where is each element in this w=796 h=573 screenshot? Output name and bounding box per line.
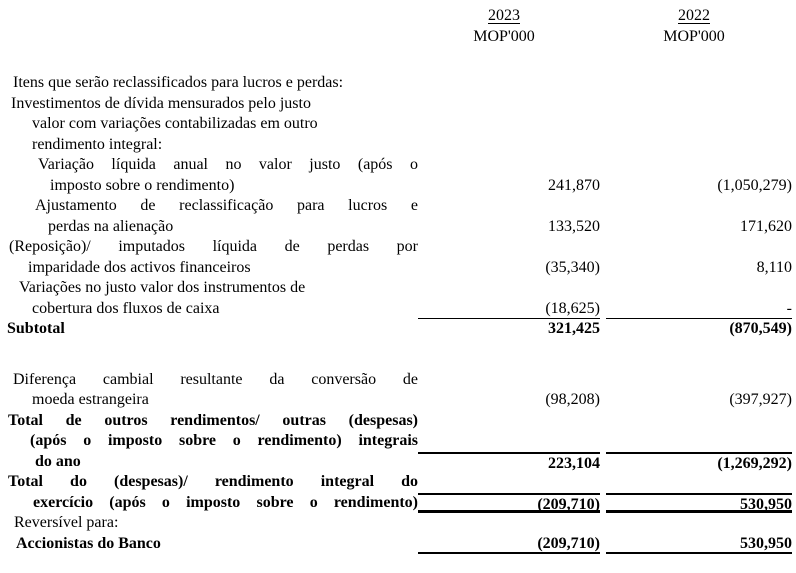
table-row (0, 94, 796, 115)
value-2023 (418, 94, 600, 115)
row-label: Variação líquida anual no valor justo (após o (38, 156, 418, 173)
row-label: Total de outros rendimentos/ outras (despesas) (8, 411, 418, 429)
row-label: Subtotal (7, 320, 65, 337)
table-row (0, 452, 796, 473)
row-label: (Reposição)/ imputados líquida de perdas por (9, 238, 418, 255)
value-2022 (606, 278, 792, 299)
table-row (0, 431, 796, 452)
table-row (0, 196, 796, 217)
row-label-cell (0, 217, 418, 238)
table-row (0, 258, 796, 279)
value-2023 (418, 237, 600, 258)
row-label-cell (0, 94, 418, 115)
value-2022 (606, 370, 792, 391)
row-label-cell (0, 237, 418, 258)
row-label-cell (0, 370, 418, 391)
value-2023 (418, 370, 600, 391)
row-label-cell (0, 114, 418, 135)
value-2022: (1,269,292) (606, 452, 792, 473)
table-row (0, 176, 796, 197)
row-label: Itens que serão reclassificados para lucros e perdas: (13, 74, 344, 91)
table-row (0, 319, 796, 340)
year-2023-header: 2023 (488, 7, 520, 24)
header-label-spacer (0, 6, 418, 27)
value-2023 (418, 114, 600, 135)
value-2022: (870,549) (729, 320, 792, 337)
row-label: Ajustamento de reclassificação para lucros e (35, 197, 418, 214)
value-2022 (606, 114, 792, 135)
value-2023 (418, 73, 600, 94)
row-label-cell (0, 196, 418, 217)
table-row (0, 493, 796, 514)
value-2022: (1,050,279) (717, 176, 792, 194)
column-headers-unit (0, 27, 796, 48)
value-2023: (98,208) (545, 391, 600, 408)
table-row (0, 299, 796, 320)
value-2022 (606, 237, 792, 258)
statement-table (0, 47, 796, 554)
row-label-cell (0, 431, 418, 452)
table-row (0, 114, 796, 135)
value-2022 (606, 94, 792, 115)
spacer (0, 340, 796, 370)
year-2023-header-cell (418, 6, 600, 27)
row-label-cell (0, 278, 418, 299)
row-label-cell (0, 135, 418, 156)
value-2022 (606, 73, 792, 94)
value-2022: (397,927) (729, 391, 792, 408)
value-2023 (418, 411, 600, 432)
row-label: perdas na alienação (48, 217, 174, 235)
value-2023: 223,104 (418, 452, 600, 473)
row-label: exercício (após o imposto sobre o rendimento) (33, 493, 418, 511)
table-row (0, 237, 796, 258)
row-label-cell (0, 534, 418, 555)
row-label: cobertura dos fluxos de caixa (32, 299, 220, 317)
value-2022: - (606, 299, 792, 320)
row-label-cell (0, 411, 418, 432)
value-2022 (606, 411, 792, 432)
value-2022: 530,950 (606, 534, 792, 555)
value-2023: 321,425 (548, 320, 600, 337)
row-label: Variações no justo valor dos instrumentos de (19, 279, 306, 296)
value-2023 (418, 155, 600, 176)
row-label: valor com variações contabilizadas em outro (32, 115, 318, 132)
table-row (0, 73, 796, 94)
row-label: Reversível para: (14, 514, 119, 531)
row-label-cell (0, 73, 418, 94)
unit-2023-header: MOP'000 (473, 27, 535, 45)
row-label-cell (0, 176, 418, 197)
value-2023: 133,520 (548, 217, 600, 235)
row-label-cell (0, 390, 418, 411)
table-row (0, 390, 796, 411)
value-2022 (606, 513, 792, 534)
row-label: Accionistas do Banco (16, 534, 161, 552)
spacer (0, 47, 796, 73)
value-2022: 530,950 (606, 493, 792, 514)
table-row (0, 135, 796, 156)
value-2022 (606, 155, 792, 176)
value-2023 (418, 135, 600, 156)
value-2023: 241,870 (548, 176, 600, 194)
value-2023: (35,340) (545, 258, 600, 276)
row-label-cell (0, 472, 418, 493)
row-label-cell (0, 513, 418, 534)
row-label: rendimento integral: (32, 135, 163, 153)
value-2023: (18,625) (418, 299, 600, 320)
value-2023 (418, 196, 600, 217)
row-label-cell (0, 299, 418, 320)
row-label: moeda estrangeira (32, 391, 149, 408)
table-row (0, 278, 796, 299)
row-label-cell (0, 258, 418, 279)
value-2022 (606, 472, 792, 493)
row-label: Total do (despesas)/ rendimento integral do (8, 473, 418, 490)
row-label-cell (0, 319, 418, 340)
year-2022-header-cell (606, 6, 792, 27)
row-label: imparidade dos activos financeiros (28, 258, 251, 276)
value-2023 (418, 278, 600, 299)
row-label-cell (0, 155, 418, 176)
table-row (0, 217, 796, 238)
table-row (0, 534, 796, 555)
value-2023: (209,710) (418, 534, 600, 555)
row-label-cell (0, 452, 418, 473)
table-row (0, 472, 796, 493)
row-label: imposto sobre o rendimento) (50, 176, 235, 194)
unit-2022-header: MOP'000 (663, 27, 725, 45)
table-row (0, 370, 796, 391)
year-2022-header: 2022 (678, 7, 710, 24)
header-label-spacer (0, 27, 418, 48)
value-2022 (606, 431, 792, 452)
value-2022: 171,620 (740, 217, 792, 235)
value-2022 (606, 196, 792, 217)
table-row (0, 411, 796, 432)
value-2022 (606, 135, 792, 156)
column-headers-year (0, 6, 796, 27)
row-label: Diferença cambial resultante da conversão de (13, 370, 418, 388)
table-row (0, 513, 796, 534)
value-2023 (418, 472, 600, 493)
value-2023: (209,710) (418, 493, 600, 514)
value-2022: 8,110 (756, 258, 792, 276)
row-label: (após o imposto sobre o rendimento) integrais (30, 432, 418, 449)
row-label: do ano (35, 452, 81, 470)
table-row (0, 155, 796, 176)
value-2023 (418, 513, 600, 534)
row-label: Investimentos de dívida mensurados pelo justo (11, 94, 311, 112)
row-label-cell (0, 493, 418, 514)
value-2023 (418, 431, 600, 452)
